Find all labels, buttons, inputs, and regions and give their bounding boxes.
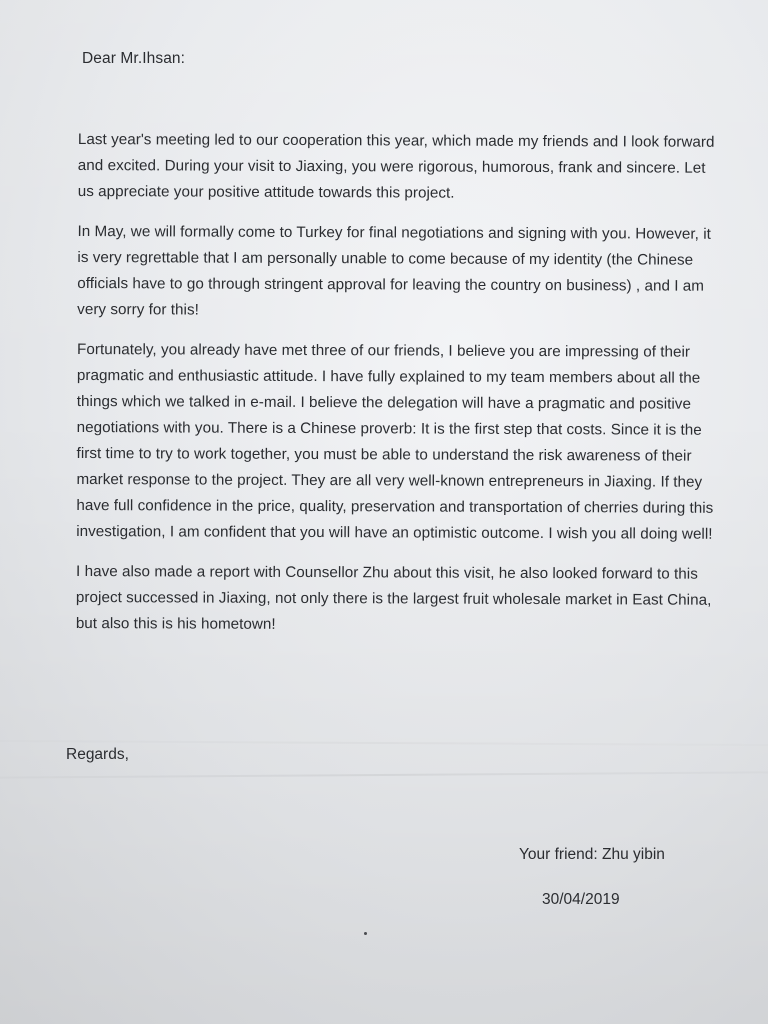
letter-date: 30/04/2019 (542, 891, 620, 908)
paragraph-4: I have also made a report with Counsellor Zhu about this visit, he also looked forward to this project successed in Jiaxing, not only there is the largest fruit wholesale market in East China, but also this is his hometown! (75, 562, 712, 633)
paragraph-1: Last year's meeting led to our cooperation this year, which made my friends and I look forward and excited. During your visit to Jiaxing, you were rigorous, humorous, frank and sincere. Let us appreciate your positive attitude towards this project. (77, 130, 715, 202)
paper-speck (364, 932, 367, 935)
letter-body (76, 127, 718, 654)
paragraph-2: In May, we will formally come to Turkey for final negotiations and signing with you. However, it is very regrettable that I am personally unable to come because of my identity (the Chinese officials have to go through stringent approval for leaving the country on business) , and I am very sorry for this! (77, 222, 711, 319)
paragraph-3: Fortunately, you already have met three of our friends, I believe you are impressing of their pragmatic and enthusiastic attitude. I have fully explained to my team members about all the things which we talked in e-mail. I believe the delegation will have a pragmatic and positive negotiations with you. There is a Chinese proverb: It is the first step that costs. Since it is the first time to try to work together, you must be able to understand the risk awareness of their market response to the project. They are all very well-known entrepreneurs in Jiaxing. If they have full confidence in the price, quality, preservation and transportation of cherries during this investigation, I am confident that you will have an optimistic outcome. I wish you all doing well! (76, 340, 714, 543)
signature: Your friend: Zhu yibin (519, 846, 665, 863)
salutation: Dear Mr.Ihsan: (82, 50, 186, 67)
closing: Regards, (66, 746, 129, 763)
paper-fold (0, 771, 768, 778)
